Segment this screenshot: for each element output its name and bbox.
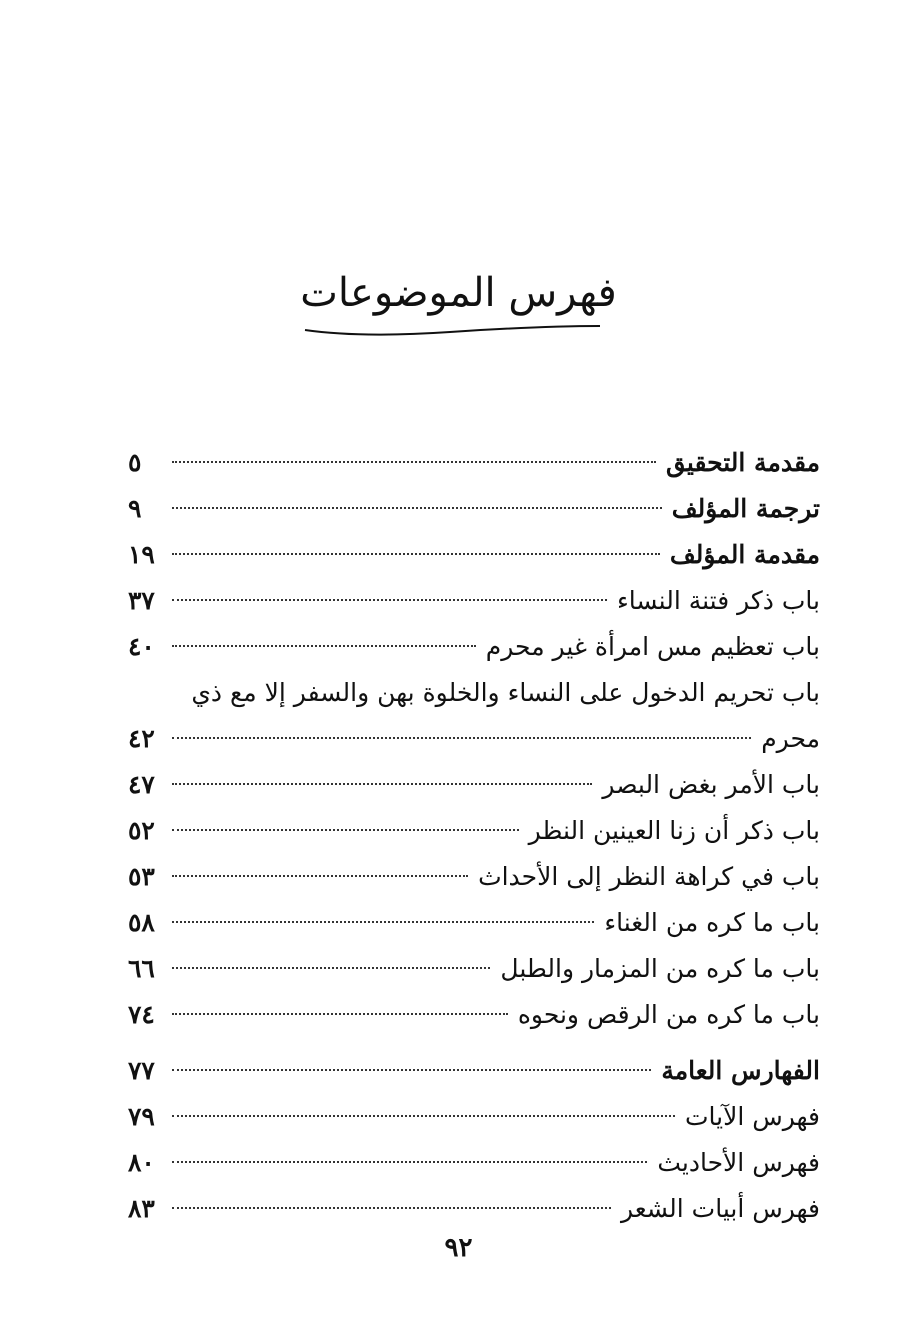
toc-entry[interactable] [128, 808, 820, 854]
dot-leader [172, 553, 660, 555]
toc-entry-label: باب في كراهة النظر إلى الأحداث [478, 862, 820, 891]
toc-entry-page: ٥٨ [128, 908, 155, 937]
dot-leader [172, 1207, 611, 1209]
toc-entry[interactable] [128, 762, 820, 808]
toc-entry[interactable] [128, 578, 820, 624]
toc-entry-label: باب ما كره من الرقص ونحوه [517, 1000, 820, 1029]
dot-leader [172, 783, 592, 785]
toc-entry[interactable] [128, 624, 820, 670]
toc-entry[interactable] [128, 854, 820, 900]
toc-entry-label: فهرس الآيات [684, 1102, 820, 1131]
toc-entry[interactable] [128, 440, 820, 486]
dot-leader [172, 1161, 647, 1163]
toc-entry-label: باب ذكر فتنة النساء [616, 586, 820, 615]
toc-entry-label-continued: محرم [761, 724, 820, 753]
toc-entry-page: ١٩ [128, 540, 155, 569]
dot-leader [172, 875, 468, 877]
page-number: ٩٢ [444, 1233, 473, 1263]
dot-leader [172, 1069, 651, 1071]
toc-entry-label: باب ما كره من المزمار والطبل [500, 954, 820, 983]
toc-entry[interactable] [128, 486, 820, 532]
toc-entry[interactable] [128, 992, 820, 1038]
dot-leader [172, 507, 662, 509]
toc-entry-label: ترجمة المؤلف [671, 494, 820, 523]
title-flourish [300, 318, 620, 338]
page-title: فهرس الموضوعات [300, 270, 617, 316]
toc-entry-label: باب تعظيم مس امرأة غير محرم [485, 632, 820, 661]
toc-entry-page: ٣٧ [128, 586, 155, 615]
toc-entry-label: مقدمة المؤلف [669, 540, 820, 569]
dot-leader [172, 967, 490, 969]
toc-entry[interactable] [128, 946, 820, 992]
dot-leader [172, 921, 594, 923]
table-of-contents [128, 440, 820, 1232]
toc-entry-label: باب ذكر أن زنا العينين النظر [528, 816, 820, 845]
toc-entry-label: باب ما كره من الغناء [604, 908, 820, 937]
toc-entry[interactable] [128, 900, 820, 946]
toc-entry-page: ٧٩ [128, 1102, 155, 1131]
toc-entry-label: باب تحريم الدخول على النساء والخلوة بهن والسفر إلا مع ذي [191, 678, 820, 707]
dot-leader [172, 1115, 675, 1117]
title-container [0, 270, 917, 324]
toc-entry-page: ٦٦ [128, 954, 155, 983]
toc-entry-label: فهرس أبيات الشعر [621, 1194, 820, 1223]
dot-leader [172, 645, 476, 647]
dot-leader [172, 737, 751, 739]
toc-entry[interactable] [128, 1048, 820, 1094]
toc-entry[interactable] [128, 1094, 820, 1140]
toc-entry-page: ٧٧ [128, 1056, 155, 1085]
dot-leader [172, 599, 607, 601]
toc-entry-page: ٨٠ [128, 1148, 155, 1177]
toc-entry-page: ٥٣ [128, 862, 155, 891]
dot-leader [172, 461, 656, 463]
toc-entry-label: باب الأمر بغض البصر [602, 770, 820, 799]
toc-entry-continuation[interactable] [128, 716, 820, 762]
toc-entry-label: مقدمة التحقيق [666, 448, 820, 477]
toc-entry-label: الفهارس العامة [661, 1056, 820, 1085]
toc-entry-first-line[interactable] [128, 670, 820, 716]
toc-entry[interactable] [128, 1140, 820, 1186]
toc-entry-page: ٥٢ [128, 816, 155, 845]
toc-entry-page: ٩ [128, 494, 142, 523]
toc-entry[interactable] [128, 1186, 820, 1232]
toc-entry-page: ٤٠ [128, 632, 155, 661]
toc-entry-page: ٤٢ [128, 724, 155, 753]
dot-leader [172, 1013, 508, 1015]
toc-entry[interactable] [128, 532, 820, 578]
toc-entry-page: ٨٣ [128, 1194, 155, 1223]
toc-entry-label: فهرس الأحاديث [657, 1148, 820, 1177]
dot-leader [172, 829, 519, 831]
toc-entry-page: ٧٤ [128, 1000, 155, 1029]
toc-entry-page: ٤٧ [128, 770, 155, 799]
section-gap [128, 1038, 820, 1048]
toc-entry-page: ٥ [128, 448, 142, 477]
